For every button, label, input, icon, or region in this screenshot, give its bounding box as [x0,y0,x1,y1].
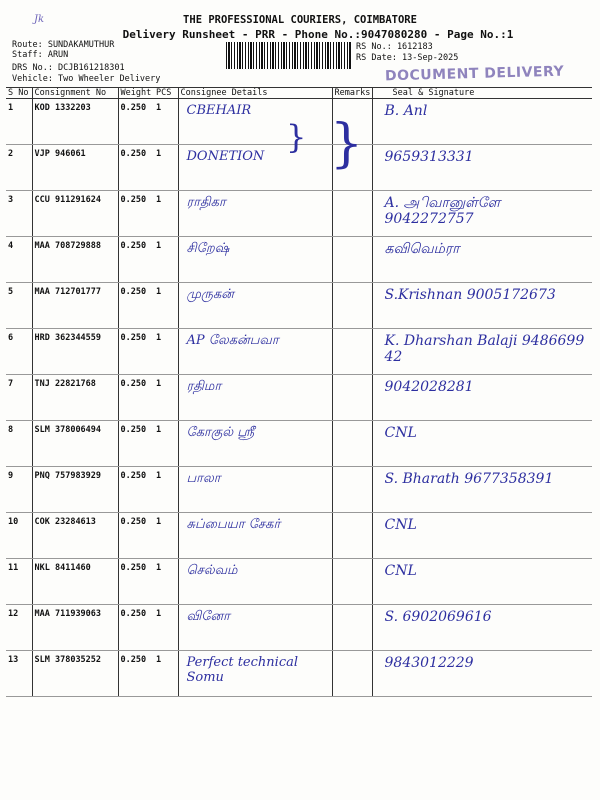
cell-consignment-no: TNJ 22821768 [32,375,118,421]
cell-consignee: CBEHAIR [178,99,332,145]
brace-mark: } [286,118,307,156]
barcode [226,42,352,69]
cell-sno: 4 [6,237,32,283]
handwritten-mark: Jk [34,14,45,25]
cell-sno: 6 [6,329,32,375]
table-row [6,329,592,375]
cell-weight: 0.250 [118,283,154,329]
cell-pcs: 1 [154,375,178,421]
cell-weight: 0.250 [118,559,154,605]
cell-consignee: கோகுல் ஸ்ரீ [178,421,332,467]
cell-weight: 0.250 [118,513,154,559]
table-header-row [6,88,592,99]
cell-signature: K. Dharshan Balaji 9486699 42 [372,329,592,375]
cell-consignment-no: CCU 911291624 [32,191,118,237]
cell-weight: 0.250 [118,329,154,375]
col-signature: Seal & Signature [372,88,592,99]
cell-weight: 0.250 [118,605,154,651]
cell-signature: CNL [372,559,592,605]
cell-consignee: செல்வம் [178,559,332,605]
cell-consignment-no: MAA 708729888 [32,237,118,283]
cell-consignee: முருகன் [178,283,332,329]
cell-consignment-no: VJP 946061 [32,145,118,191]
cell-remarks [332,237,372,283]
cell-pcs: 1 [154,559,178,605]
cell-pcs: 1 [154,651,178,697]
col-sno: S No [6,88,32,99]
company-title: THE PROFESSIONAL COURIERS, COIMBATORE [183,14,417,26]
cell-weight: 0.250 [118,651,154,697]
cell-remarks [332,191,372,237]
cell-consignee: ரதிமா [178,375,332,421]
cell-signature: CNL [372,513,592,559]
cell-remarks [332,421,372,467]
cell-consignment-no: COK 23284613 [32,513,118,559]
cell-sno: 10 [6,513,32,559]
cell-sno: 3 [6,191,32,237]
cell-consignee: DONETION [178,145,332,191]
col-pcs: PCS [154,88,178,99]
cell-weight: 0.250 [118,467,154,513]
col-remarks: Remarks [332,88,372,99]
cell-sno: 13 [6,651,32,697]
cell-signature: CNL [372,421,592,467]
cell-remarks [332,467,372,513]
bracket-mark: } [330,114,364,174]
table-row [6,237,592,283]
cell-signature: S.Krishnan 9005172673 [372,283,592,329]
cell-signature: 9659313331 [372,145,592,191]
cell-sno: 5 [6,283,32,329]
cell-weight: 0.250 [118,421,154,467]
document-delivery-stamp: DOCUMENT DELIVERY [384,63,565,85]
cell-consignment-no: PNQ 757983929 [32,467,118,513]
cell-signature: B. Anl [372,99,592,145]
cell-remarks [332,605,372,651]
cell-sno: 2 [6,145,32,191]
cell-pcs: 1 [154,605,178,651]
cell-weight: 0.250 [118,99,154,145]
cell-pcs: 1 [154,99,178,145]
cell-signature: S. Bharath 9677358391 [372,467,592,513]
cell-signature: கவிவெம்ரா [372,237,592,283]
cell-consignment-no: SLM 378035252 [32,651,118,697]
cell-signature: 9843012229 [372,651,592,697]
table-row [6,651,592,697]
col-weight: Weight [118,88,154,99]
cell-remarks [332,559,372,605]
table-row [6,375,592,421]
runsheet-table [6,87,592,697]
cell-remarks [332,651,372,697]
table-row [6,513,592,559]
cell-pcs: 1 [154,237,178,283]
cell-signature: 9042028281 [372,375,592,421]
table-row [6,467,592,513]
cell-remarks [332,375,372,421]
cell-weight: 0.250 [118,191,154,237]
cell-sno: 7 [6,375,32,421]
cell-weight: 0.250 [118,237,154,283]
cell-consignment-no: KOD 1332203 [32,99,118,145]
table-row [6,283,592,329]
cell-sno: 12 [6,605,32,651]
cell-consignment-no: NKL 8411460 [32,559,118,605]
cell-consignee: பாலா [178,467,332,513]
table-row [6,559,592,605]
cell-pcs: 1 [154,329,178,375]
cell-consignee: Perfect technical Somu [178,651,332,697]
table-row [6,191,592,237]
cell-consignment-no: MAA 711939063 [32,605,118,651]
cell-pcs: 1 [154,513,178,559]
cell-signature: A. அிவானுள்ளே 9042272757 [372,191,592,237]
rs-date: RS Date: 13-Sep-2025 [356,53,459,63]
cell-pcs: 1 [154,467,178,513]
cell-consignee: AP லேகன்பவா [178,329,332,375]
cell-pcs: 1 [154,145,178,191]
cell-consignee: வினோ [178,605,332,651]
cell-consignee: சுப்பையா சேகர் [178,513,332,559]
cell-sno: 9 [6,467,32,513]
cell-consignment-no: SLM 378006494 [32,421,118,467]
route: Route: SUNDAKAMUTHUR [12,40,115,50]
cell-sno: 8 [6,421,32,467]
cell-consignment-no: MAA 712701777 [32,283,118,329]
cell-sno: 1 [6,99,32,145]
cell-signature: S. 6902069616 [372,605,592,651]
cell-consignment-no: HRD 362344559 [32,329,118,375]
col-consignee: Consignee Details [178,88,332,99]
drs-number: DRS No.: DCJB161218301 [12,63,125,73]
vehicle: Vehicle: Two Wheeler Delivery [12,74,161,84]
cell-weight: 0.250 [118,145,154,191]
cell-pcs: 1 [154,191,178,237]
cell-weight: 0.250 [118,375,154,421]
cell-pcs: 1 [154,283,178,329]
cell-pcs: 1 [154,421,178,467]
cell-remarks [332,283,372,329]
cell-consignee: ராதிகா [178,191,332,237]
col-consignment: Consignment No [32,88,118,99]
rs-number: RS No.: 1612183 [356,42,433,52]
cell-consignee: சிறேஷ் [178,237,332,283]
staff: Staff: ARUN [12,50,69,60]
table-row [6,421,592,467]
cell-remarks [332,513,372,559]
cell-sno: 11 [6,559,32,605]
runsheet-title: Delivery Runsheet - PRR - Phone No.:9047080280 - Page No.:1 [122,28,514,41]
table-row [6,605,592,651]
cell-remarks [332,329,372,375]
